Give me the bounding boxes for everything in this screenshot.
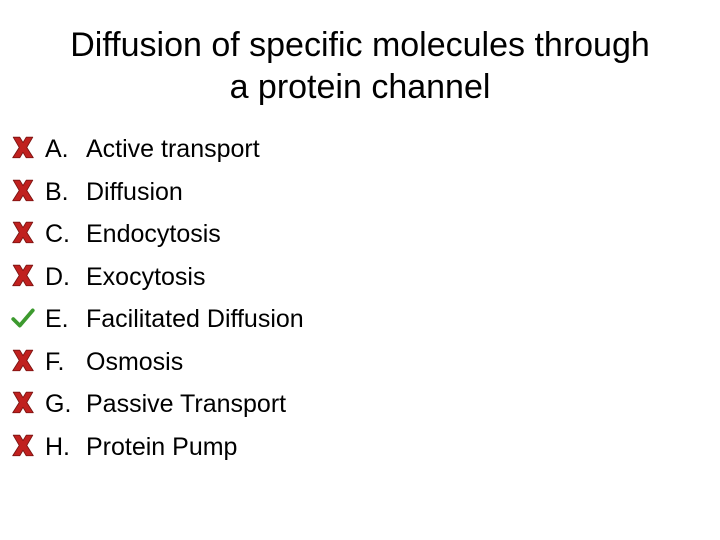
check-mark-icon (10, 305, 36, 331)
option-text: Passive Transport (86, 390, 287, 418)
x-mark-icon (10, 135, 36, 161)
option-letter: C. (45, 220, 70, 248)
option-text: Protein Pump (86, 432, 238, 461)
answer-option-g[interactable] (0, 383, 720, 426)
option-text: Diffusion (86, 177, 183, 206)
option-letter: D. (45, 262, 70, 291)
x-mark-icon (10, 263, 36, 289)
option-letter: B. (45, 177, 69, 206)
option-letter: G. (45, 390, 72, 418)
option-text: Osmosis (86, 347, 184, 376)
option-text: Facilitated Diffusion (86, 305, 304, 333)
answer-option-h[interactable] (0, 426, 720, 469)
x-mark-icon (10, 220, 36, 246)
option-letter: H. (45, 432, 70, 461)
answer-options-list (0, 128, 720, 468)
option-letter: F. (45, 347, 65, 376)
answer-option-d[interactable] (0, 256, 720, 299)
answer-option-b[interactable] (0, 171, 720, 214)
option-letter: A. (45, 135, 69, 163)
answer-option-a[interactable] (0, 128, 720, 171)
x-mark-icon (10, 433, 36, 459)
x-mark-icon (10, 390, 36, 416)
option-text: Active transport (86, 135, 260, 163)
x-mark-icon (10, 348, 36, 374)
title-line-2: a protein channel (229, 68, 491, 106)
option-text: Exocytosis (86, 262, 206, 291)
answer-option-e[interactable] (0, 298, 720, 341)
x-mark-icon (10, 178, 36, 204)
answer-option-f[interactable] (0, 341, 720, 384)
title-line-1: Diffusion of specific molecules through (70, 26, 650, 64)
slide-title (0, 24, 720, 108)
answer-option-c[interactable] (0, 213, 720, 256)
option-letter: E. (45, 305, 69, 333)
option-text: Endocytosis (86, 220, 221, 248)
